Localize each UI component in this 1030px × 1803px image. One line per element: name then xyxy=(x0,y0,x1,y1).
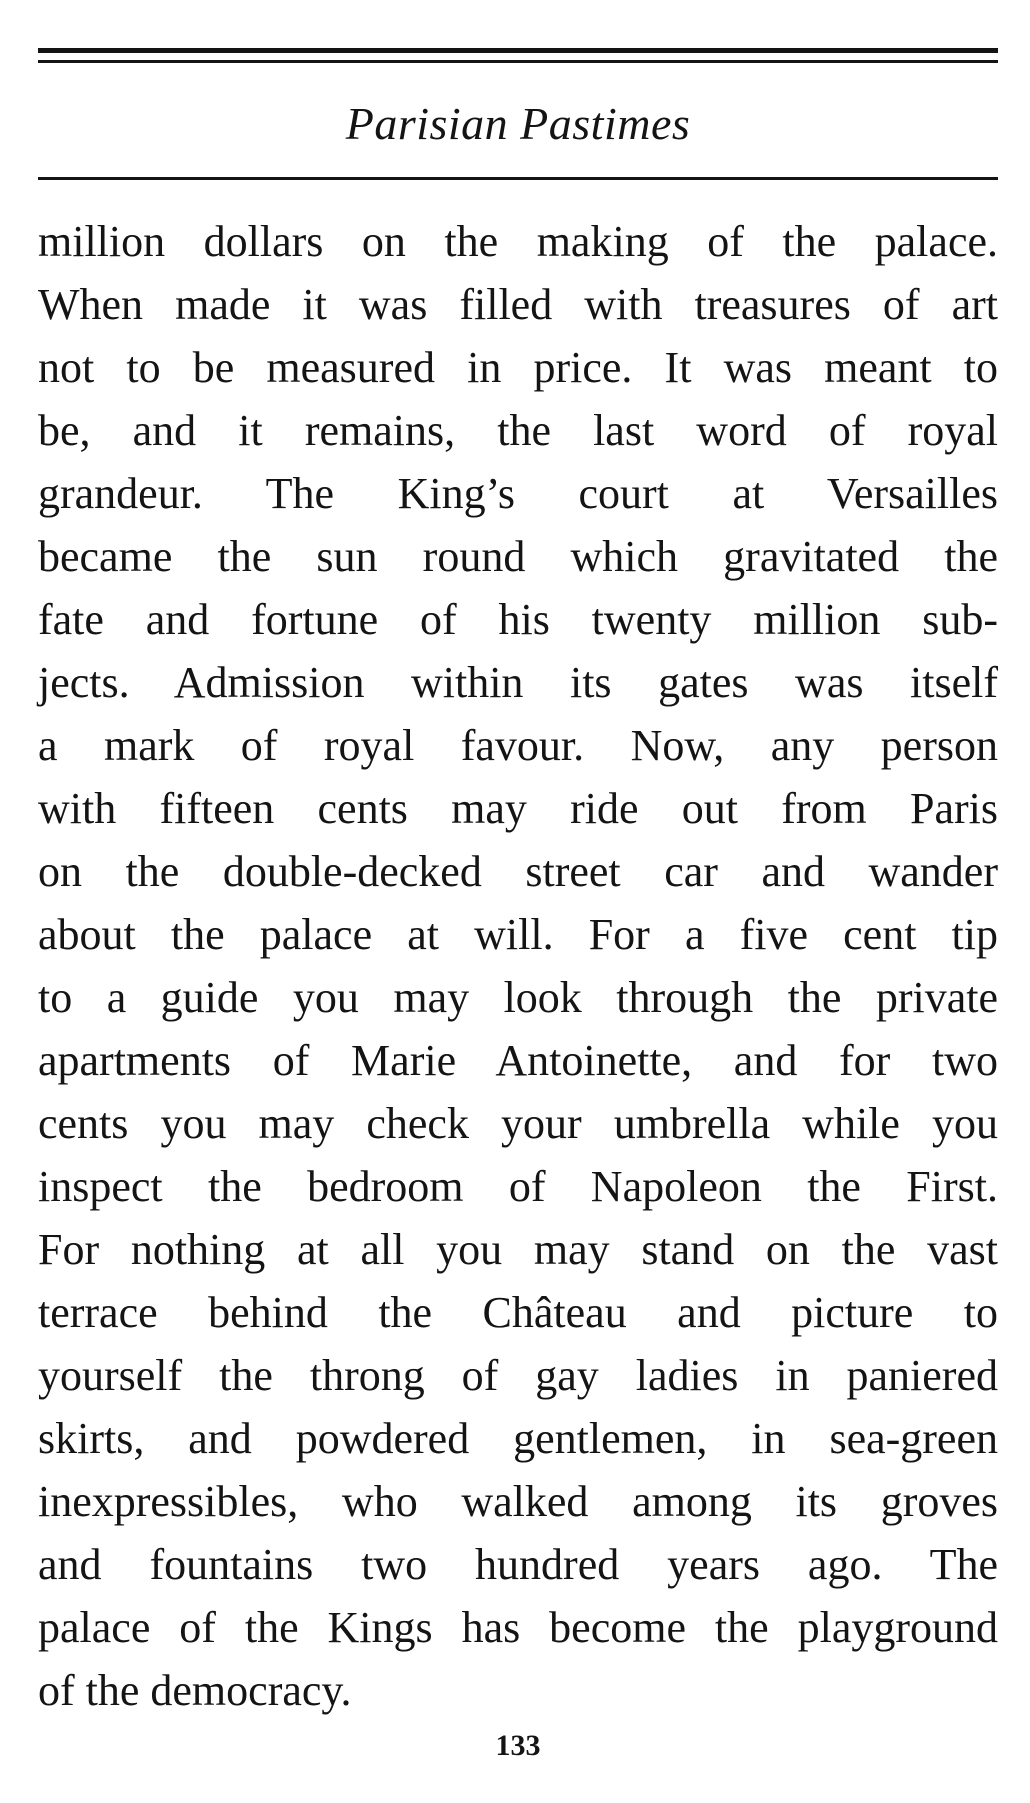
text-line: yourself the throng of gay ladies in paniered xyxy=(38,1351,998,1400)
running-title: Parisian Pastimes xyxy=(345,98,691,149)
book-page xyxy=(38,0,998,1803)
text-line: For nothing at all you may stand on the vast xyxy=(38,1225,998,1274)
text-line: a mark of royal favour. Now, any person xyxy=(38,721,998,770)
text-line: on the double-decked street car and wander xyxy=(38,847,998,896)
header-rule xyxy=(38,177,998,180)
text-line: not to be measured in price. It was meant to xyxy=(38,343,998,392)
text-line: million dollars on the making of the palace. xyxy=(38,217,998,266)
text-line: terrace behind the Château and picture to xyxy=(38,1288,998,1337)
text-line: fate and fortune of his twenty million sub- xyxy=(38,595,998,644)
text-line: about the palace at will. For a five cent tip xyxy=(38,910,998,959)
page-number: 133 xyxy=(495,1729,541,1762)
text-line: with fifteen cents may ride out from Paris xyxy=(38,784,998,833)
top-rule-thin xyxy=(38,60,998,63)
text-line: grandeur. The King’s court at Versailles xyxy=(38,469,998,518)
text-line: skirts, and powdered gentlemen, in sea-green xyxy=(38,1414,998,1463)
text-line: cents you may check your umbrella while you xyxy=(38,1099,998,1148)
text-line: be, and it remains, the last word of royal xyxy=(38,406,998,455)
text-line: palace of the Kings has become the playground xyxy=(38,1603,998,1652)
top-rule-thick xyxy=(38,48,998,53)
text-line: of the democracy. xyxy=(38,1666,352,1715)
body-paragraph xyxy=(38,210,998,1722)
text-line: and fountains two hundred years ago. The xyxy=(38,1540,998,1589)
text-line: to a guide you may look through the private xyxy=(38,973,998,1022)
text-line: inspect the bedroom of Napoleon the First. xyxy=(38,1162,998,1211)
text-line: jects. Admission within its gates was itself xyxy=(38,658,998,707)
text-line: When made it was filled with treasures of art xyxy=(38,280,998,329)
text-line: inexpressibles, who walked among its groves xyxy=(38,1477,998,1526)
text-line: apartments of Marie Antoinette, and for two xyxy=(38,1036,998,1085)
text-line: became the sun round which gravitated the xyxy=(38,532,998,581)
